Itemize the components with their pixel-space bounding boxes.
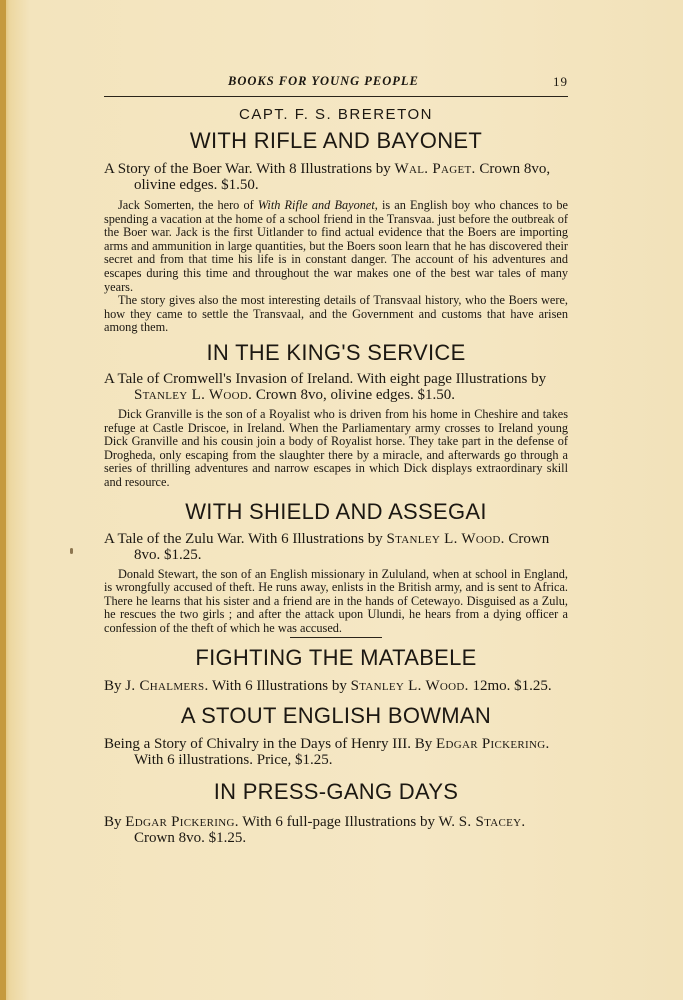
- description-price: Crown 8vo, olivine edges. $1.50.: [134, 161, 551, 193]
- description-price: Crown 8vo. $1.25.: [134, 830, 247, 847]
- paper-blemish: [70, 548, 73, 554]
- description-text: By: [104, 814, 122, 831]
- author-heading: CAPT. F. S. BRERETON: [239, 106, 433, 123]
- description-text: A Tale of the Zulu War. With 6 Illustrations by: [104, 530, 383, 547]
- description-price: 12mo. $1.25.: [468, 678, 552, 695]
- blurb-text-continued: , is an English boy who chances to be spending a vacation at the home of a school friend in the Transvaa. just before the outbreak of the Boer war. Jack is the first Uitlander to find actual evidence that the Boers are importing arms and ammunition in large quantities, but the Boers soon learn that he has discovered their secret and from that time his life is in constant danger. The account of his adventures and escapes during this time and throughout the war makes one of the best war tales of many years.: [104, 198, 568, 294]
- running-head: [104, 74, 568, 92]
- book-description: [104, 371, 568, 403]
- description-price: Crown 8vo, olivine edges. $1.50.: [252, 386, 456, 403]
- author-name: J. Chalmers.: [125, 678, 209, 695]
- book-entry-shield-assegai: [104, 498, 568, 639]
- book-title: WITH RIFLE AND BAYONET: [189, 128, 483, 153]
- book-blurb: Donald Stewart, the son of an English missionary in Zululand, when at school in England, is wrongfully accused of theft. He runs away, enlists in the British army, and is sent to Africa. There he learns that his sister and a friend are in the hands of Cetewayo. Disguised as a Zulu, he rescues the two girls ; and after the attack upon Ulundi, he hears from a dying officer a confession of the theft of which he was accused.: [104, 566, 568, 635]
- book-title: IN THE KING'S SERVICE: [206, 339, 466, 365]
- author-name: Edgar Pickering.: [436, 736, 550, 753]
- book-list: [104, 104, 568, 846]
- book-description: [104, 161, 568, 193]
- blurb-italic-title: With Rifle and Bayonet: [257, 198, 375, 212]
- page-edge: [0, 0, 6, 1000]
- header-rule: [104, 96, 568, 97]
- description-text: A Tale of Cromwell's Invasion of Ireland. With eight page Illustrations by: [104, 370, 547, 387]
- blurb-text: Jack Somerten, the hero of: [118, 198, 258, 212]
- description-text: By: [104, 678, 122, 695]
- author-name: Edgar Pickering.: [125, 814, 239, 831]
- book-entry-kings-service: [104, 339, 568, 490]
- book-description: [104, 814, 568, 846]
- book-title: A STOUT ENGLISH BOWMAN: [180, 703, 492, 729]
- description-price: Crown 8vo. $1.25.: [134, 530, 550, 563]
- book-entry-matabele: [104, 644, 568, 694]
- illustrator-name: Wal. Paget.: [394, 161, 476, 177]
- book-description: [104, 678, 568, 694]
- book-blurb: [104, 199, 568, 294]
- page-number: 19: [553, 74, 568, 89]
- book-title: WITH SHIELD AND ASSEGAI: [185, 498, 487, 524]
- description-text-continued: With 6 full-page Illustrations by W.: [238, 814, 455, 831]
- running-head-title: BOOKS FOR YOUNG PEOPLE: [228, 74, 419, 88]
- illustrator-name: Stanley L. Wood.: [386, 530, 505, 547]
- book-entry-stout-bowman: [104, 702, 568, 768]
- book-entry-rifle-bayonet: [104, 104, 568, 335]
- book-blurb: Dick Granville is the son of a Royalist who is driven from his home in Cheshire and takes refuge at Castle Driscoe, in Ireland. When the Parliamentary army crosses to Ireland young Dick Granville and his cousin join a body of Royalist horse. They take part in the defense of Drogheda, only escaping from the slaughter there by a miracle, and afterwards go through a series of thrilling adventures and narrow escapes in which Dick displays extraordinary skill and resource.: [104, 406, 568, 489]
- description-price: With 6 illustrations. Price, $1.25.: [134, 752, 333, 769]
- book-title: IN PRESS-GANG DAYS: [213, 779, 459, 805]
- book-entry-press-gang: [104, 778, 568, 846]
- book-description: [104, 736, 568, 768]
- description-text: A Story of the Boer War. With 8 Illustrations by: [104, 161, 391, 177]
- illustrator-name: Stanley L. Wood.: [350, 678, 469, 695]
- description-text: Being a Story of Chivalry in the Days of Henry III. By: [104, 736, 433, 753]
- illustrator-name: S. Stacey.: [458, 814, 526, 831]
- section-divider: [290, 637, 382, 638]
- description-text-continued: With 6 Illustrations by: [208, 678, 347, 695]
- book-description: [104, 531, 568, 563]
- illustrator-name: Stanley L. Wood.: [134, 386, 253, 403]
- book-blurb-second-paragraph: The story gives also the most interesting details of Transvaal history, who the Boers were, how they came to settle the Transvaal, and the Government and customs that have arisen among them.: [104, 293, 568, 335]
- book-title: FIGHTING THE MATABELE: [195, 645, 477, 671]
